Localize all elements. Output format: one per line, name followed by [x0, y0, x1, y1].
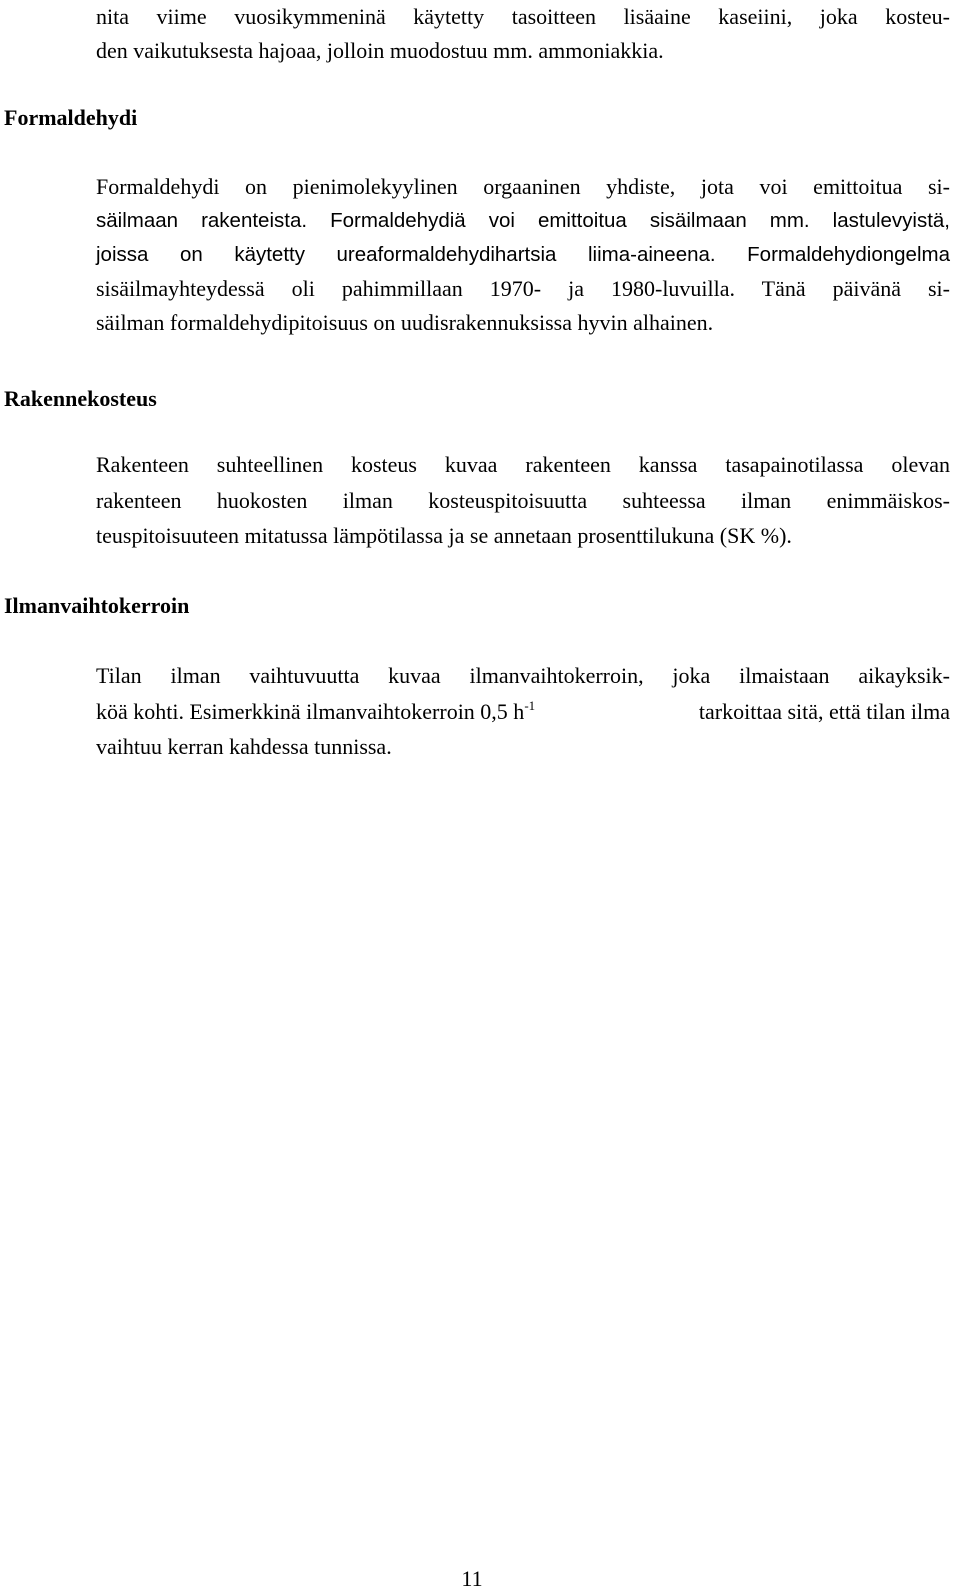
exponent-superscript: -1 — [524, 698, 536, 713]
section-heading-formaldehyde: Formaldehydi — [4, 105, 138, 130]
ventilation-line-3: vaihtuu kerran kahdessa tunnissa. — [96, 734, 392, 759]
moisture-line-2: rakenteen huokosten ilman kosteuspitoisuutta suhteessa ilman enimmäiskos- — [96, 488, 950, 513]
formaldehyde-line-1: Formaldehydi on pienimolekyylinen orgaaninen yhdiste, jota voi emittoitua si- — [96, 174, 950, 199]
page-number: 11 — [461, 1566, 483, 1591]
formaldehyde-line-2: säilmaan rakenteista. Formaldehydiä voi emittoitua sisäilmaan mm. lastulevyistä, — [96, 209, 950, 232]
section-heading-ventilation: Ilmanvaihtokerroin — [4, 593, 190, 618]
intro-line-2: den vaikutuksesta hajoaa, jolloin muodostuu mm. ammoniakkia. — [96, 38, 664, 63]
ventilation-line-2-start — [96, 695, 535, 729]
moisture-line-3: teuspitoisuuteen mitatussa lämpötilassa ja se annetaan prosenttilukuna (SK %). — [96, 523, 792, 548]
moisture-line-1: Rakenteen suhteellinen kosteus kuvaa rakenteen kanssa tasapainotilassa olevan — [96, 452, 950, 477]
ventilation-line-1: Tilan ilman vaihtuvuutta kuvaa ilmanvaihtokerroin, joka ilmaistaan aikayksik- — [96, 663, 950, 688]
ventilation-line-2-pre: köä kohti. Esimerkkinä ilmanvaihtokerroin 0,5 h — [96, 699, 525, 724]
formaldehyde-line-3: joissa on käytetty ureaformaldehydihartsia liima-aineena. Formaldehydiongelma — [96, 243, 950, 266]
formaldehyde-line-4: sisäilmayhteydessä oli pahimmillaan 1970- ja 1980-luvuilla. Tänä päivänä si- — [96, 276, 950, 301]
formaldehyde-line-5: säilman formaldehydipitoisuus on uudisrakennuksissa hyvin alhainen. — [96, 310, 714, 335]
intro-line-1: nita viime vuosikymmeninä käytetty tasoitteen lisäaine kaseiini, joka kosteu- — [96, 4, 950, 29]
section-heading-moisture: Rakennekosteus — [4, 386, 157, 411]
ventilation-line-2 — [96, 695, 950, 729]
ventilation-line-2-post: tarkoittaa sitä, että tilan ilma — [698, 699, 950, 724]
